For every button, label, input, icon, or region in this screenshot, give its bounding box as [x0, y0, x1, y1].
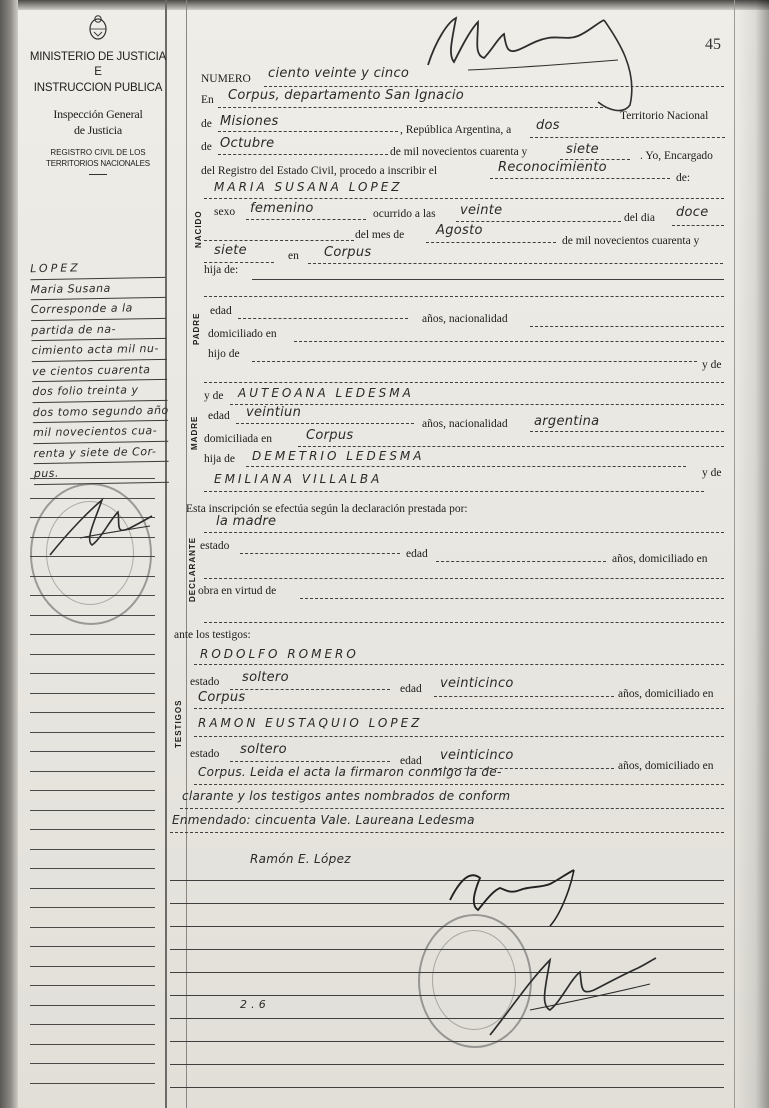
testigo1-anos-label: años, domiciliado en [618, 688, 714, 700]
testigo1-edad-rule [434, 696, 614, 697]
testigo1-edad-label: edad [400, 683, 422, 695]
margin-ruled-line [30, 1044, 155, 1045]
margin-note-line: ve cientos cuarenta [32, 359, 167, 382]
madre-edad-rule [236, 423, 414, 424]
closing-line-2: clarante y los testigos antes nombrados de conform [182, 789, 511, 803]
sexo-rule [246, 219, 366, 220]
mes-label: del mes de [355, 229, 405, 241]
ministry-line-2: E [94, 66, 102, 79]
madre-y-de-label: y de [204, 390, 224, 402]
margin-note-line: LOPEZ [30, 257, 165, 280]
anio-nac-value: siete [214, 243, 247, 258]
ministry-line-5: de Justicia [73, 123, 123, 138]
testigo2-domicilio-value: Corpus. Leida el acta la firmaron conmigo la de- [198, 765, 502, 779]
padre-nombre-rule [204, 296, 724, 297]
padre-y-de-label: y de [702, 359, 722, 371]
sexo-value: femenino [250, 201, 314, 216]
margin-ruled-line [30, 712, 155, 713]
mes-rule [218, 154, 388, 155]
madre-domicilio-rule [298, 446, 724, 447]
testigo1-estado-rule [230, 689, 390, 690]
republica-label: , República Argentina, a [400, 124, 512, 136]
margin-ruled-line [30, 634, 155, 635]
margin-ruled-line [30, 946, 155, 947]
main-ruled-line [170, 1087, 724, 1088]
padre-anos-label: años, nacionalidad [422, 313, 508, 325]
margin-ruled-line [30, 927, 155, 928]
main-ruled-line [170, 1064, 724, 1065]
madre-hija-label: hija de [204, 453, 235, 465]
margin-ruled-line [30, 810, 155, 811]
dia-nac-value: doce [676, 205, 709, 220]
margin-ruled-line [30, 732, 155, 733]
dia-nac-rule [672, 225, 724, 226]
padre-abuela-rule [204, 382, 724, 383]
book-spine [0, 0, 18, 1108]
encargado-label: . Yo, Encargado [640, 150, 713, 162]
blank-rule [204, 240, 354, 241]
hora-value: veinte [460, 203, 503, 218]
testigos-label-text: ante los testigos: [174, 629, 251, 641]
margin-note-line: dos tomo segundo año [33, 400, 168, 423]
nombre-rule [204, 198, 724, 199]
testigo2-estado-label: estado [190, 748, 220, 760]
numero-label: NUMERO [201, 73, 251, 85]
testigo1-domicilio-rule [194, 708, 724, 709]
de2-label: de [201, 141, 212, 153]
nacido-nombre-value: MARIA SUSANA LOPEZ [214, 180, 403, 194]
ministry-line-1: MINISTERIO DE JUSTICIA [29, 50, 167, 63]
margin-ruled-line [30, 907, 155, 908]
testigo2-edad-label: edad [400, 755, 422, 767]
lugar-rule [308, 263, 723, 264]
section-divider [186, 0, 187, 1108]
declarante-extra-rule [204, 622, 724, 623]
testigos-label: TESTIGOS [174, 699, 183, 748]
testigo2-nombre-rule [194, 736, 724, 737]
declarante-nombre-rule [204, 532, 724, 533]
closing-rule-2 [180, 808, 724, 809]
closing-line-3: Enmendado: cincuenta Vale. Laureana Ledesma [172, 813, 475, 827]
padre-label: PADRE [192, 312, 201, 345]
padre-domicilio-label: domiciliado en [208, 328, 277, 340]
mil2-label: de mil novecientos cuarenta y [562, 235, 700, 247]
territorio-label: Territorio Nacional [620, 110, 709, 122]
margin-note-line: cimiento acta mil nu- [31, 339, 166, 362]
margin-ruled-line [30, 868, 155, 869]
numero-rule [264, 86, 724, 87]
declarante-estado-rule [240, 553, 400, 554]
madre-y-de2-label: y de [702, 467, 722, 479]
margin-ruled-line [30, 1005, 155, 1006]
testigo-signature-text: Ramón E. López [250, 852, 351, 866]
margin-ruled-line [30, 771, 155, 772]
testigo1-nombre-rule [194, 664, 724, 665]
margin-ruled-line [30, 673, 155, 674]
madre-abuelo-rule [246, 466, 686, 467]
mes-value: Octubre [220, 136, 275, 151]
declarante-nombre-value: la madre [216, 514, 277, 529]
ministry-line-4: Inspección General [53, 107, 143, 122]
hija-label: hija de: [204, 264, 239, 276]
dia-label: del dia [624, 212, 655, 224]
testigo2-anos-label: años, domiciliado en [618, 760, 714, 772]
closing-rule-3 [170, 832, 724, 833]
madre-domicilio-value: Corpus [306, 428, 354, 443]
mil-label: de mil novecientos cuarenta y [390, 146, 528, 158]
margin-signature [40, 490, 160, 570]
testigo1-domicilio-value: Corpus [198, 690, 246, 705]
madre-anos-label: años, nacionalidad [422, 418, 508, 430]
madre-nombre-rule [230, 404, 724, 405]
declarante-edad-label: edad [406, 548, 428, 560]
testigo1-edad-value: veinticinco [440, 676, 514, 691]
en-label: En [201, 94, 214, 106]
page-right-edge [734, 0, 769, 1108]
dia-value: dos [536, 118, 560, 133]
mes-nac-rule [426, 242, 556, 243]
bottom-signature [470, 940, 660, 1050]
madre-edad-value: veintiun [246, 405, 302, 420]
de-value: Misiones [220, 114, 279, 129]
anio-value: siete [566, 142, 599, 157]
declarante-anos-label: años, domiciliado en [612, 553, 708, 565]
margin-ruled-line [30, 1083, 155, 1084]
ministry-line-3: INSTRUCCION PUBLICA [33, 81, 163, 94]
margin-ruled-line [30, 829, 155, 830]
declarante-obra-label: obra en virtud de [198, 585, 277, 597]
padre-hijo-label: hijo de [208, 348, 240, 360]
de-rule [218, 131, 398, 132]
margin-note-line: dos folio treinta y [32, 380, 167, 403]
declarante-edad-rule [436, 561, 606, 562]
testigo2-estado-value: soltero [240, 742, 287, 757]
madre-domicilio-label: domiciliada en [204, 433, 273, 445]
lugar-value: Corpus [324, 245, 372, 260]
acto-value: Reconocimiento [498, 160, 607, 175]
de-label: de [201, 118, 212, 130]
madre-nacionalidad-value: argentina [534, 414, 600, 429]
testigo1-estado-label: estado [190, 676, 220, 688]
margin-ruled-line [30, 693, 155, 694]
declarante-label: DECLARANTE [188, 536, 197, 602]
margin-ruled-line [30, 966, 155, 967]
ministry-dash [89, 174, 107, 175]
madre-nac-rule [530, 431, 724, 432]
testigo2-edad-value: veinticinco [440, 748, 514, 763]
testigo1-estado-value: soltero [242, 670, 289, 685]
margin-note-line: Corresponde a la [31, 298, 166, 321]
padre-domicilio-rule [294, 341, 724, 342]
anio-nac-rule [204, 262, 274, 263]
mes-nac-value: Agosto [436, 223, 483, 238]
margin-note [30, 257, 169, 485]
en2-label: en [288, 250, 299, 262]
margin-ruled-line [30, 751, 155, 752]
en-value: Corpus, departamento San Ignacio [228, 88, 465, 103]
acto-rule [490, 178, 670, 179]
margin-note-line: Maria Susana [30, 277, 165, 300]
registro-label: del Registro del Estado Civil, procedo a inscribir el [201, 165, 438, 177]
hora-rule [456, 221, 621, 222]
ministry-line-6: REGISTRO CIVIL DE LOS [50, 148, 146, 158]
margin-note-line: renta y siete de Cor- [33, 441, 168, 464]
numero-value: ciento veinte y cinco [268, 66, 410, 81]
padre-nac-rule [530, 326, 724, 327]
madre-abuelo-value: DEMETRIO LEDESMA [252, 449, 425, 463]
de3-label: de: [676, 172, 691, 184]
declarante-estado-label: estado [200, 540, 230, 552]
ocurrido-label: ocurrido a las [373, 208, 436, 220]
testigo2-domicilio-rule [194, 784, 724, 785]
padre-edad-rule [238, 318, 408, 319]
margin-ruled-line [30, 888, 155, 889]
margin-note-line: pus. [34, 462, 169, 485]
margin-ruled-line [30, 790, 155, 791]
en-rule [218, 107, 608, 108]
margin-ruled-line [30, 985, 155, 986]
madre-abuela-value: EMILIANA VILLALBA [214, 472, 383, 486]
margin-ruled-line [30, 849, 155, 850]
bottom-mark: 2 . 6 [240, 998, 266, 1011]
madre-label: MADRE [190, 415, 199, 450]
padre-hijo-rule [252, 361, 697, 362]
margin-ruled-line [30, 1063, 155, 1064]
testigo2-nombre-value: RAMON EUSTAQUIO LOPEZ [198, 716, 423, 730]
margin-note-line: partida de na- [31, 318, 166, 341]
declarante-domicilio-rule [204, 578, 724, 579]
padre-edad-label: edad [210, 305, 232, 317]
declarante-obra-rule [300, 598, 724, 599]
dia-rule [530, 137, 725, 138]
nacido-label: NACIDO [194, 210, 203, 248]
testigo1-nombre-value: RODOLFO ROMERO [200, 647, 359, 661]
margin-ruled-line [30, 654, 155, 655]
madre-abuela-rule [204, 491, 704, 492]
ministry-header [28, 14, 168, 175]
declaracion-label: Esta inscripción se efectúa según la declaración prestada por: [186, 503, 468, 515]
margin-ruled-line [30, 1024, 155, 1025]
hija-rule [252, 279, 724, 280]
margin-note-line: mil novecientos cua- [33, 421, 168, 444]
sexo-label: sexo [214, 206, 236, 218]
testigo2-estado-rule [230, 761, 390, 762]
madre-edad-label: edad [208, 410, 230, 422]
page-number: 45 [705, 36, 721, 53]
ministry-line-7: TERRITORIOS NACIONALES [46, 159, 150, 169]
madre-nombre-value: AUTEOANA LEDESMA [238, 386, 414, 400]
coat-of-arms-icon [87, 14, 109, 40]
margin-ruled-line [30, 478, 155, 479]
